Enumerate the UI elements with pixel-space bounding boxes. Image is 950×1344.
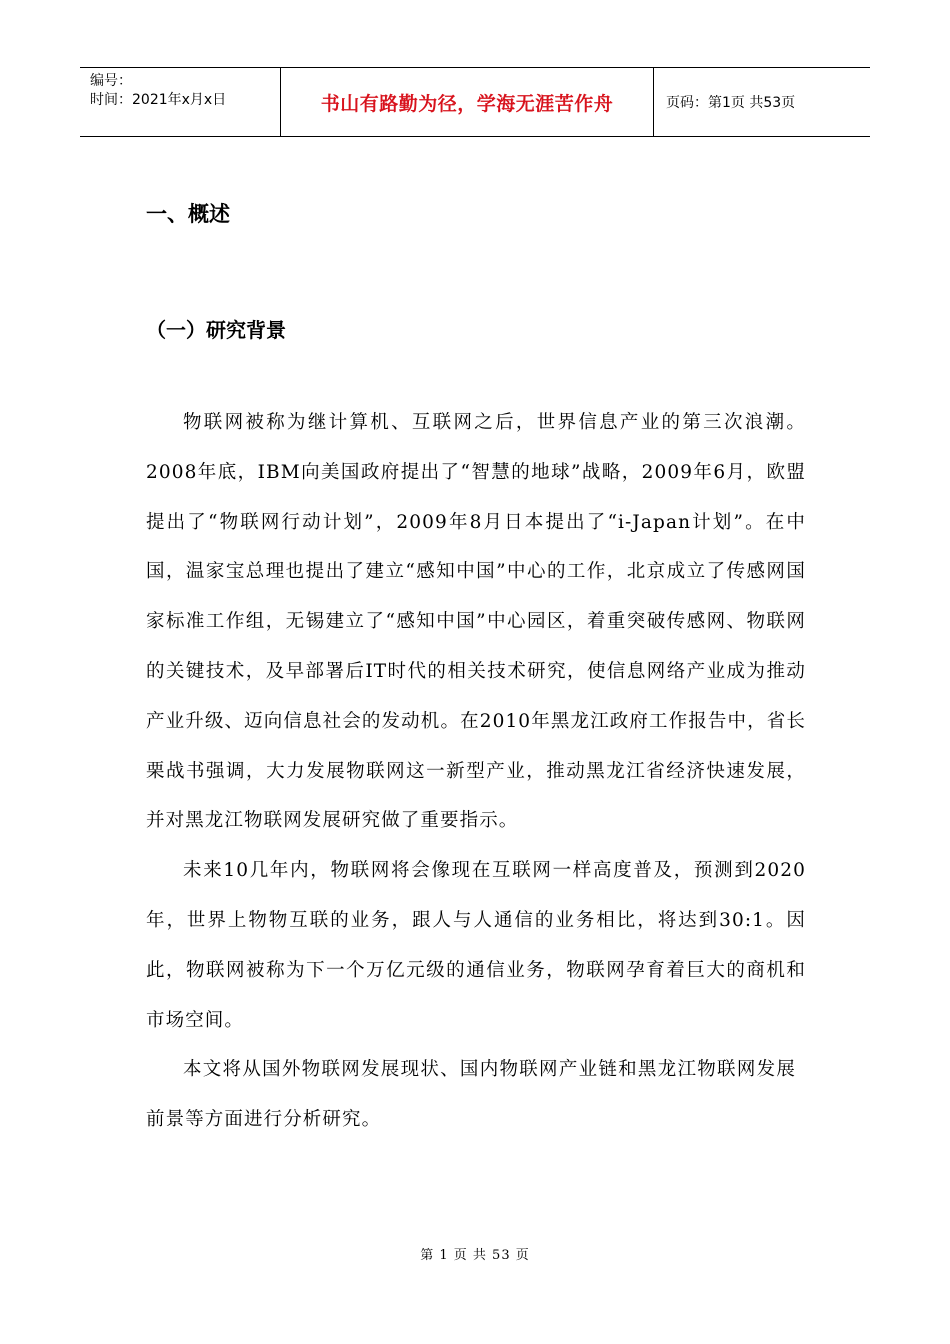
header-motto: 书山有路勤为径，学海无涯苦作舟	[320, 92, 614, 115]
body-text	[146, 398, 806, 1145]
header-page-cell	[654, 68, 870, 136]
section-heading: 一、概述	[146, 202, 230, 226]
paragraph: 未来10几年内，物联网将会像现在互联网一样高度普及，预测到2020年，世界上物物互联的业务，跟人与人通信的业务相比，将达到30:1。因此，物联网被称为下一个万亿元级的通信业务，物联网孕育着巨大的商机和市场空间。	[146, 860, 806, 1031]
header-meta-cell	[80, 68, 281, 136]
header-motto-cell	[281, 68, 654, 136]
document-number-label: 编号：	[90, 73, 132, 89]
paragraph: 本文将从国外物联网发展现状、国内物联网产业链和黑龙江物联网发展前景等方面进行分析研究。	[146, 1059, 796, 1131]
paragraph: 物联网被称为继计算机、互联网之后，世界信息产业的第三次浪潮。2008年底，IBM向美国政府提出了“智慧的地球”战略，2009年6月，欧盟提出了“物联网行动计划”，2009年8月日本提出了“i-Japan计划”。在中国，温家宝总理也提出了建立“感知中国”中心的工作，北京成立了传感网国家标准工作组，无锡建立了“感知中国”中心园区，着重突破传感网、物联网的关键技术，及早部署后IT时代的相关技术研究，使信息网络产业成为推动产业升级、迈向信息社会的发动机。在2010年黑龙江政府工作报告中，省长栗战书强调，大力发展物联网这一新型产业，推动黑龙江省经济快速发展，并对黑龙江物联网发展研究做了重要指示。	[146, 412, 806, 832]
subsection-heading: （一）研究背景	[146, 318, 286, 342]
page-footer: 第 1 页 共 53 页	[420, 1248, 530, 1263]
document-date-label: 时间：2021年x月x日	[90, 92, 227, 108]
document-header	[80, 67, 870, 137]
header-page-number: 页码：第1页 共53页	[666, 95, 796, 111]
